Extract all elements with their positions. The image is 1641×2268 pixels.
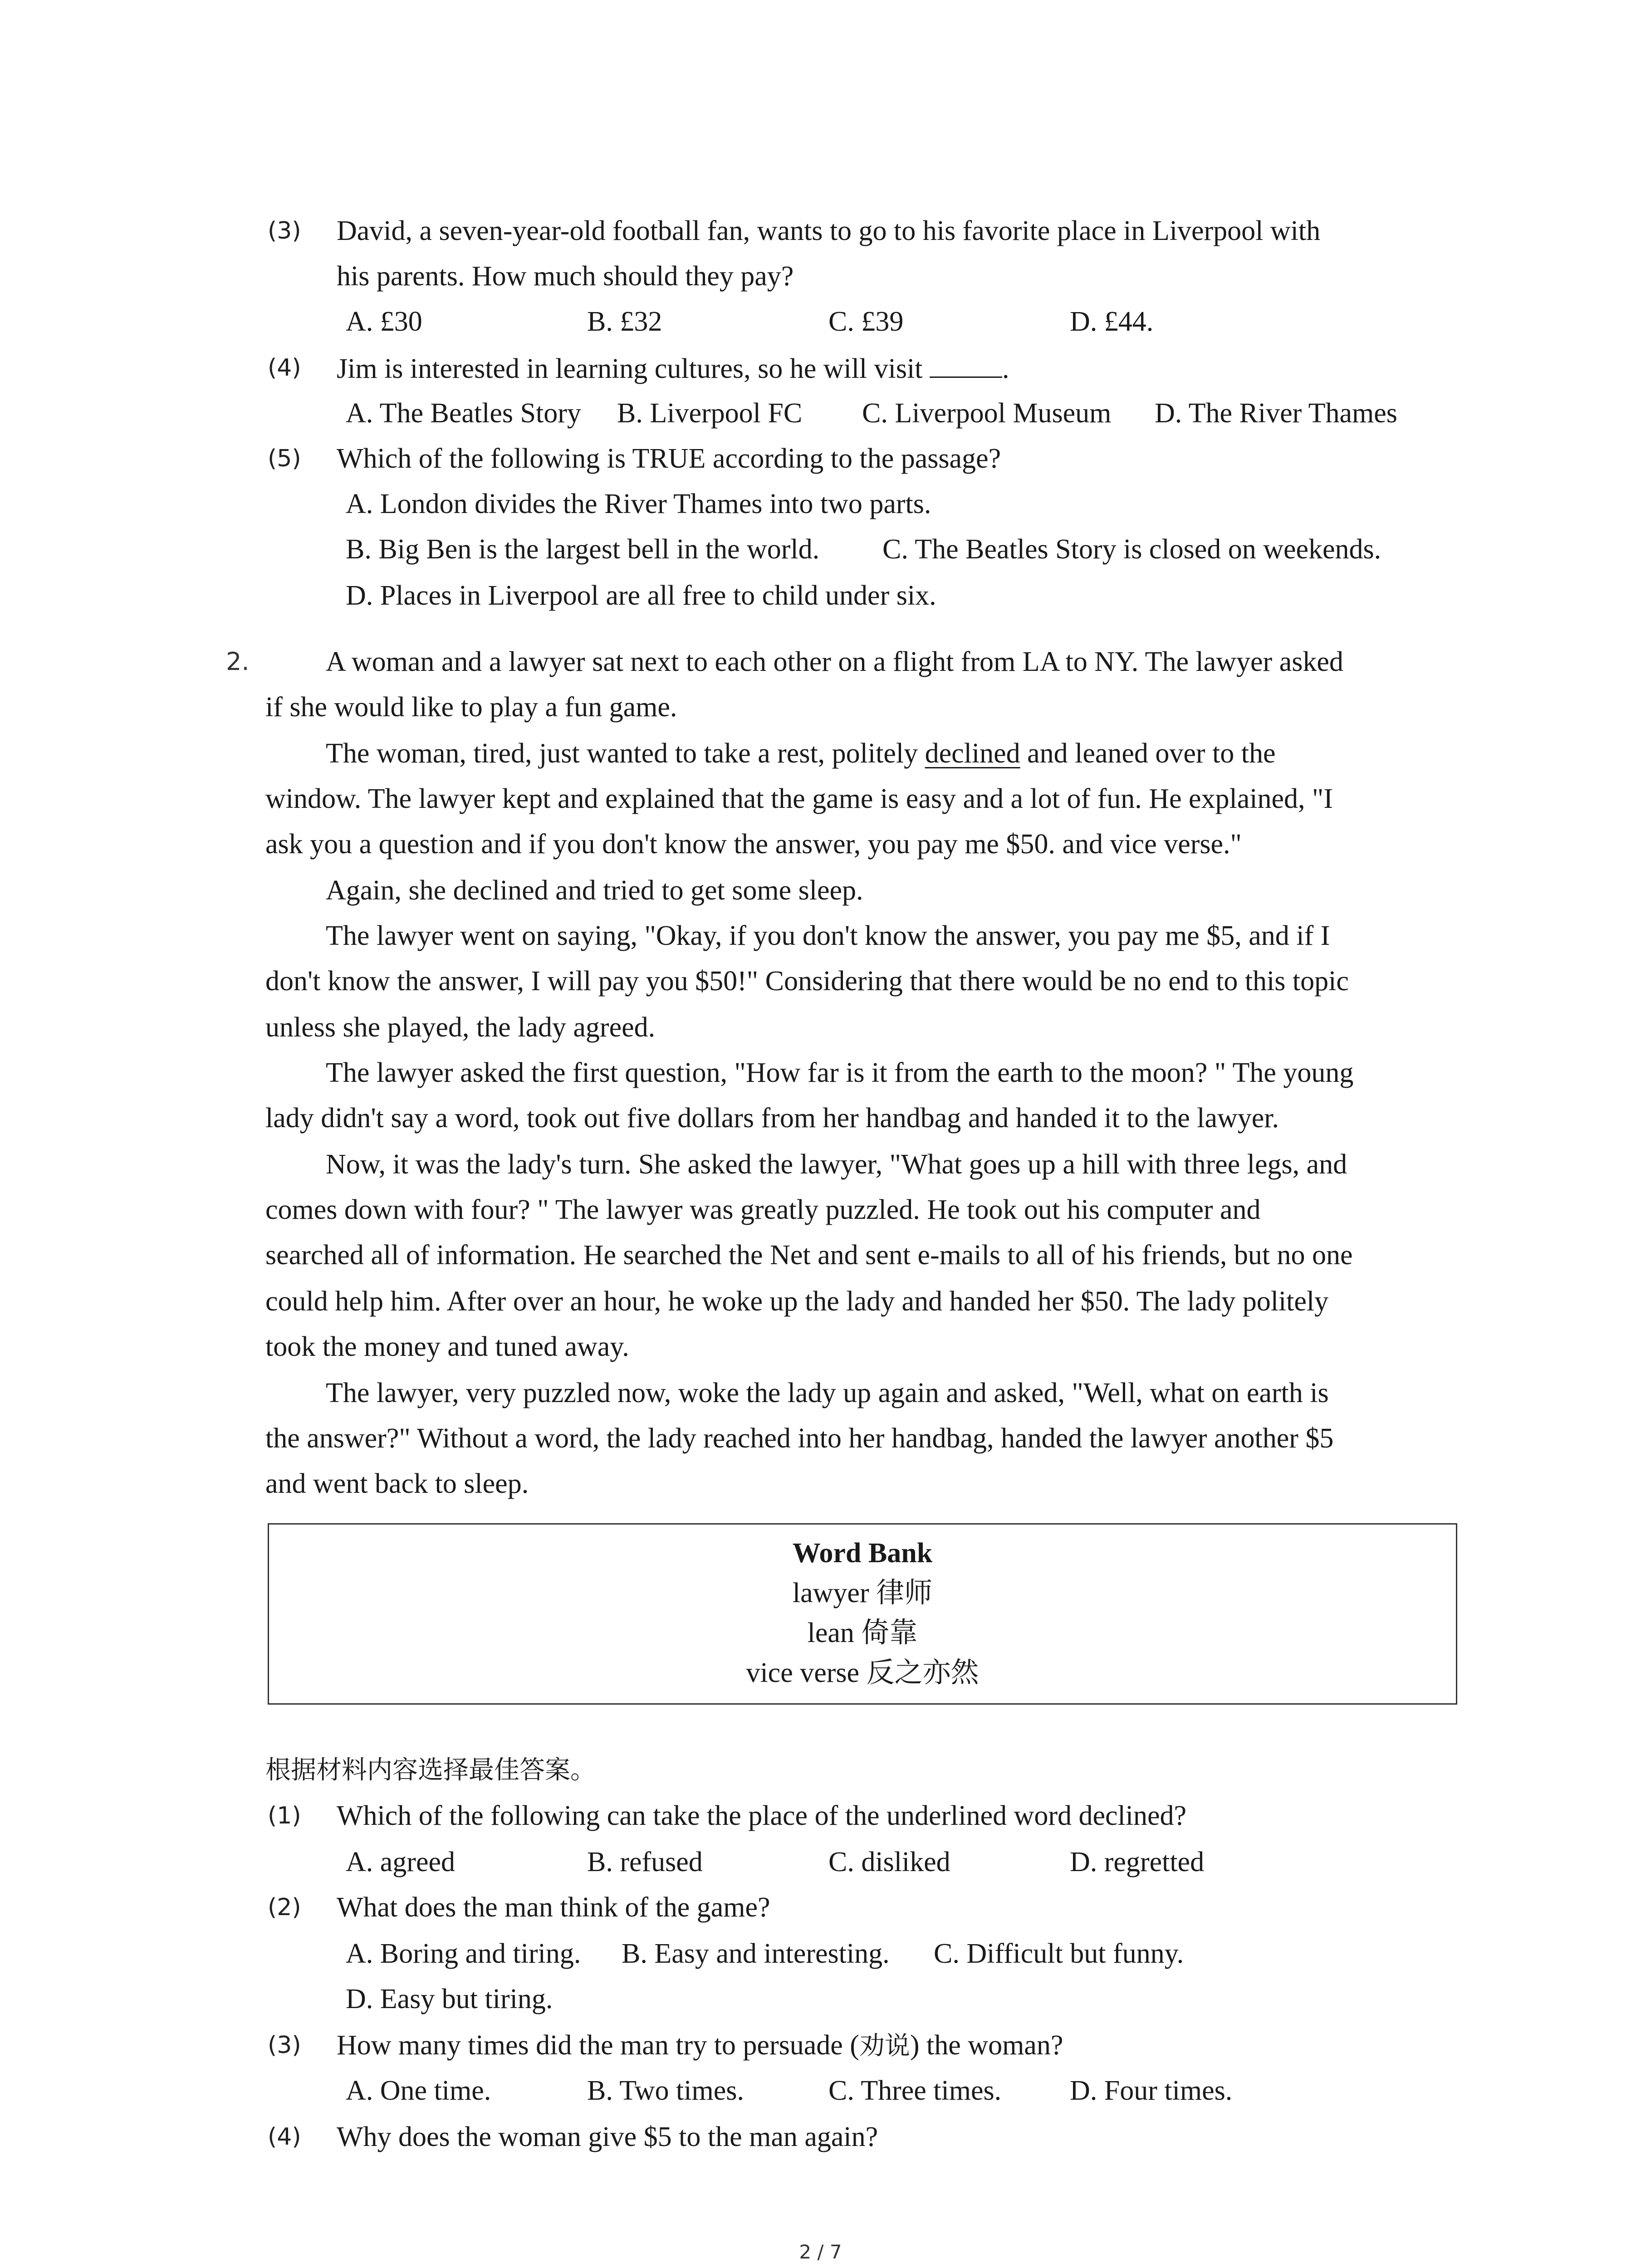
question-text: his parents. How much should they pay? bbox=[337, 261, 794, 292]
passage-line: Again, she declined and tried to get some sleep. bbox=[326, 875, 863, 906]
question-number: (2) bbox=[268, 1894, 301, 1921]
passage-line: if she would like to play a fun game. bbox=[265, 692, 677, 723]
question-text: Which of the following is TRUE according to the passage? bbox=[337, 443, 1001, 474]
question-text: David, a seven-year-old football fan, wants to go to his favorite place in Liverpool with bbox=[337, 215, 1321, 246]
option-b: B. Big Ben is the largest bell in the world. bbox=[346, 534, 820, 565]
question-number: (3) bbox=[268, 2032, 301, 2059]
passage-number: 2. bbox=[226, 647, 250, 676]
option-c: C. £39 bbox=[828, 306, 904, 337]
passage-line: The lawyer went on saying, "Okay, if you don't know the answer, you pay me $5, and if I bbox=[326, 920, 1330, 951]
option-d: D. The River Thames bbox=[1155, 398, 1397, 429]
passage-line: and went back to sleep. bbox=[265, 1468, 529, 1499]
option-d: D. Easy but tiring. bbox=[346, 1984, 553, 2014]
word-bank-entry: vice verse 反之亦然 bbox=[746, 1657, 979, 1688]
word-bank-entry: lawyer 律师 bbox=[792, 1578, 933, 1608]
option-a: A. £30 bbox=[346, 306, 422, 337]
question-number: (4) bbox=[268, 2123, 301, 2151]
passage-line: Now, it was the lady's turn. She asked the lawyer, "What goes up a hill with three legs, and bbox=[326, 1149, 1347, 1180]
question-text: How many times did the man try to persuade (劝说) the woman? bbox=[337, 2030, 1063, 2061]
question-text: Why does the woman give $5 to the man again? bbox=[337, 2121, 878, 2152]
passage-line: A woman and a lawyer sat next to each other on a flight from LA to NY. The lawyer asked bbox=[326, 646, 1343, 677]
option-d: D. Four times. bbox=[1070, 2075, 1233, 2106]
passage-line: lady didn't say a word, took out five dollars from her handbag and handed it to the lawyer. bbox=[265, 1103, 1279, 1134]
page-number: 2 / 7 bbox=[799, 2241, 842, 2263]
passage-line: The woman, tired, just wanted to take a rest, politely declined and leaned over to the bbox=[326, 738, 1276, 769]
word-bank-title: Word Bank bbox=[792, 1538, 933, 1569]
option-b: B. Two times. bbox=[587, 2075, 744, 2106]
option-b: B. £32 bbox=[587, 306, 662, 337]
passage-line: window. The lawyer kept and explained that the game is easy and a lot of fun. He explained, "I bbox=[265, 783, 1333, 814]
option-a: A. One time. bbox=[346, 2075, 491, 2106]
word-bank-entry: lean 倚靠 bbox=[807, 1618, 918, 1648]
option-c: C. Three times. bbox=[828, 2075, 1002, 2106]
option-b: B. Liverpool FC bbox=[617, 398, 803, 429]
answer-blank bbox=[930, 354, 1002, 378]
option-d: D. £44. bbox=[1070, 306, 1154, 337]
passage-line: took the money and tuned away. bbox=[265, 1331, 629, 1362]
underlined-word: declined bbox=[925, 738, 1020, 769]
option-b: B. Easy and interesting. bbox=[622, 1938, 890, 1969]
question-text: What does the man think of the game? bbox=[337, 1892, 770, 1923]
question-number: (5) bbox=[268, 445, 301, 472]
question-number: (1) bbox=[268, 1802, 301, 1829]
option-a: A. agreed bbox=[346, 1847, 455, 1877]
passage-line: unless she played, the lady agreed. bbox=[265, 1012, 656, 1043]
word-bank-box bbox=[268, 1523, 1457, 1705]
option-a: A. The Beatles Story bbox=[346, 398, 581, 429]
passage-line: the answer?" Without a word, the lady reached into her handbag, handed the lawyer another $5 bbox=[265, 1423, 1334, 1454]
option-a: A. Boring and tiring. bbox=[346, 1938, 581, 1969]
option-c: C. The Beatles Story is closed on weekends. bbox=[882, 534, 1381, 565]
passage-line: The lawyer, very puzzled now, woke the lady up again and asked, "Well, what on earth is bbox=[326, 1378, 1329, 1408]
option-d: D. regretted bbox=[1070, 1847, 1205, 1877]
passage-line: comes down with four? " The lawyer was greatly puzzled. He took out his computer and bbox=[265, 1194, 1261, 1225]
option-c: C. Liverpool Museum bbox=[862, 398, 1112, 429]
question-text: Which of the following can take the place of the underlined word declined? bbox=[337, 1800, 1187, 1831]
question-number: (4) bbox=[268, 354, 301, 381]
option-d: D. Places in Liverpool are all free to child under six. bbox=[346, 580, 936, 611]
option-c: C. Difficult but funny. bbox=[934, 1938, 1184, 1969]
question-number: (3) bbox=[268, 217, 301, 244]
passage-line: The lawyer asked the first question, "How far is it from the earth to the moon? " The young bbox=[326, 1057, 1354, 1088]
passage-line: could help him. After over an hour, he woke up the lady and handed her $50. The lady politely bbox=[265, 1286, 1329, 1317]
option-a: A. London divides the River Thames into two parts. bbox=[346, 489, 931, 519]
option-b: B. refused bbox=[587, 1847, 703, 1877]
passage-line: searched all of information. He searched the Net and sent e-mails to all of his friends, but no one bbox=[265, 1240, 1353, 1271]
option-c: C. disliked bbox=[828, 1847, 950, 1877]
question-text: Jim is interested in learning cultures, so he will visit . bbox=[337, 353, 1009, 384]
passage-line: don't know the answer, I will pay you $50!" Considering that there would be no end to this topic bbox=[265, 966, 1349, 997]
instructions: 根据材料内容选择最佳答案。 bbox=[265, 1755, 596, 1785]
passage-line: ask you a question and if you don't know the answer, you pay me $50. and vice verse." bbox=[265, 829, 1242, 860]
